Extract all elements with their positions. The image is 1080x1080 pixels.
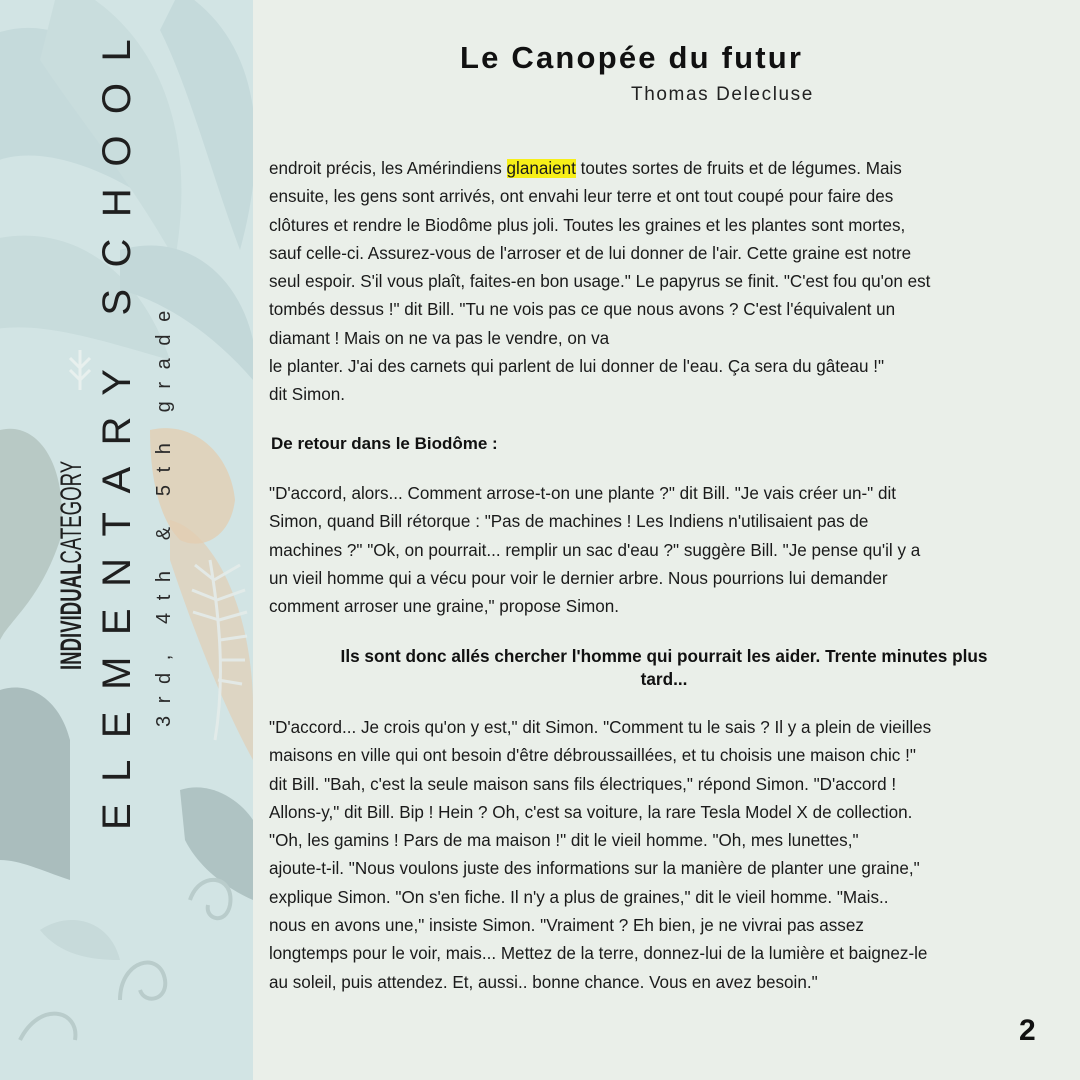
paragraph-line: maisons en ville qui ont besoin d'être débroussaillées, et tu choisis une maison chic !" bbox=[269, 746, 916, 766]
page-number: 2 bbox=[1019, 1014, 1036, 1047]
paragraph-line: dit Simon. bbox=[269, 385, 346, 405]
paragraph-line: au soleil, puis attendez. Et, aussi.. bonne chance. Vous en avez besoin." bbox=[269, 972, 818, 992]
paragraph-line: machines ?" "Ok, on pourrait... remplir un sac d'eau ?" suggère Bill. "Je pense qu'il y a bbox=[269, 540, 921, 560]
story-title: Le Canopée du futur bbox=[460, 40, 804, 75]
paragraph-line: explique Simon. "On s'en fiche. Il n'y a plus de graines," dit le vieil homme. "Mais.. bbox=[269, 887, 889, 907]
paragraph-1 bbox=[269, 155, 1059, 410]
paragraph-line: ensuite, les gens sont arrivés, ont envahi leur terre et ont tout coupé pour faire des bbox=[269, 187, 894, 207]
school-label: ELEMENTARY SCHOOL bbox=[95, 17, 139, 830]
paragraph-line: "D'accord... Je crois qu'on y est," dit Simon. "Comment tu le sais ? Il y a plein de vieilles bbox=[269, 718, 932, 737]
paragraph-line: ajoute-t-il. "Nous voulons juste des informations sur la manière de planter une graine," bbox=[269, 859, 920, 879]
paragraph-line: nous en avons une," insiste Simon. "Vraiment ? Eh bien, je ne vivrai pas assez bbox=[269, 916, 864, 936]
paragraph-line: le planter. J'ai des carnets qui parlent de lui donner de l'eau. Ça sera du gâteau !" bbox=[269, 357, 885, 377]
paragraph-line: clôtures et rendre le Biodôme plus joli. Toutes les graines et les plantes sont mortes, bbox=[269, 215, 906, 235]
sidebar-panel bbox=[0, 0, 253, 1080]
text-run: endroit précis, les Amérindiens bbox=[269, 159, 507, 178]
paragraph-line: longtemps pour le voir, mais... Mettez de la terre, donnez-lui de la lumière et baignez-le bbox=[269, 944, 928, 964]
paragraph-line: "Oh, les gamins ! Pars de ma maison !" dit le vieil homme. "Oh, mes lunettes," bbox=[269, 831, 859, 851]
paragraph-line: dit Bill. "Bah, c'est la seule maison sans fils électriques," répond Simon. "D'accord ! bbox=[269, 774, 897, 794]
highlighted-word: glanaient bbox=[506, 159, 576, 178]
paragraph-line: "D'accord, alors... Comment arrose-t-on une plante ?" dit Bill. "Je vais créer un-" dit bbox=[269, 484, 897, 503]
text-run: toutes sortes de fruits et de légumes. Mais bbox=[575, 159, 902, 178]
paragraph-line: tombés dessus !" dit Bill. "Tu ne vois pas ce que nous avons ? C'est l'équivalent un bbox=[269, 300, 896, 320]
paragraph-line: un vieil homme qui a vécu pour voir le dernier arbre. Nous pourrions lui demander bbox=[269, 568, 888, 588]
paragraph-line: Simon, quand Bill rétorque : "Pas de machines ! Les Indiens n'utilisaient pas de bbox=[269, 512, 869, 532]
paragraph-line: comment arroser une graine," propose Simon. bbox=[269, 597, 620, 617]
category-thin: CATEGORY bbox=[55, 460, 88, 564]
paragraph-line: diamant ! Mais on ne va pas le vendre, on va bbox=[269, 328, 610, 348]
author-name: Thomas Delecluse bbox=[631, 84, 814, 105]
paragraph-line: Allons-y," dit Bill. Bip ! Hein ? Oh, c'est sa voiture, la rare Tesla Model X de collection. bbox=[269, 802, 913, 822]
paragraph-line: Ils sont donc allés chercher l'homme qui pourrait les aider. Trente minutes plus bbox=[340, 646, 988, 666]
paragraph-line: sauf celle-ci. Assurez-vous de l'arroser et de lui donner de l'air. Cette graine est notre bbox=[269, 243, 912, 263]
section-heading: De retour dans le Biodôme : bbox=[271, 434, 498, 453]
paragraph-line bbox=[269, 155, 1059, 183]
grade-label: 3rd, 4th & 5th grade bbox=[153, 298, 175, 727]
paragraph-line: seul espoir. S'il vous plaît, faites-en bon usage." Le papyrus se finit. "C'est fou qu'on est bbox=[269, 272, 931, 292]
category-bold: INDIVIDUAL bbox=[55, 563, 88, 670]
category-label bbox=[55, 461, 89, 670]
paragraph-2 bbox=[269, 480, 1059, 621]
paragraph-line: tard... bbox=[640, 669, 688, 689]
page-content bbox=[253, 0, 1080, 1080]
paragraph-3 bbox=[269, 714, 1059, 997]
centered-bold-text bbox=[269, 645, 1059, 691]
